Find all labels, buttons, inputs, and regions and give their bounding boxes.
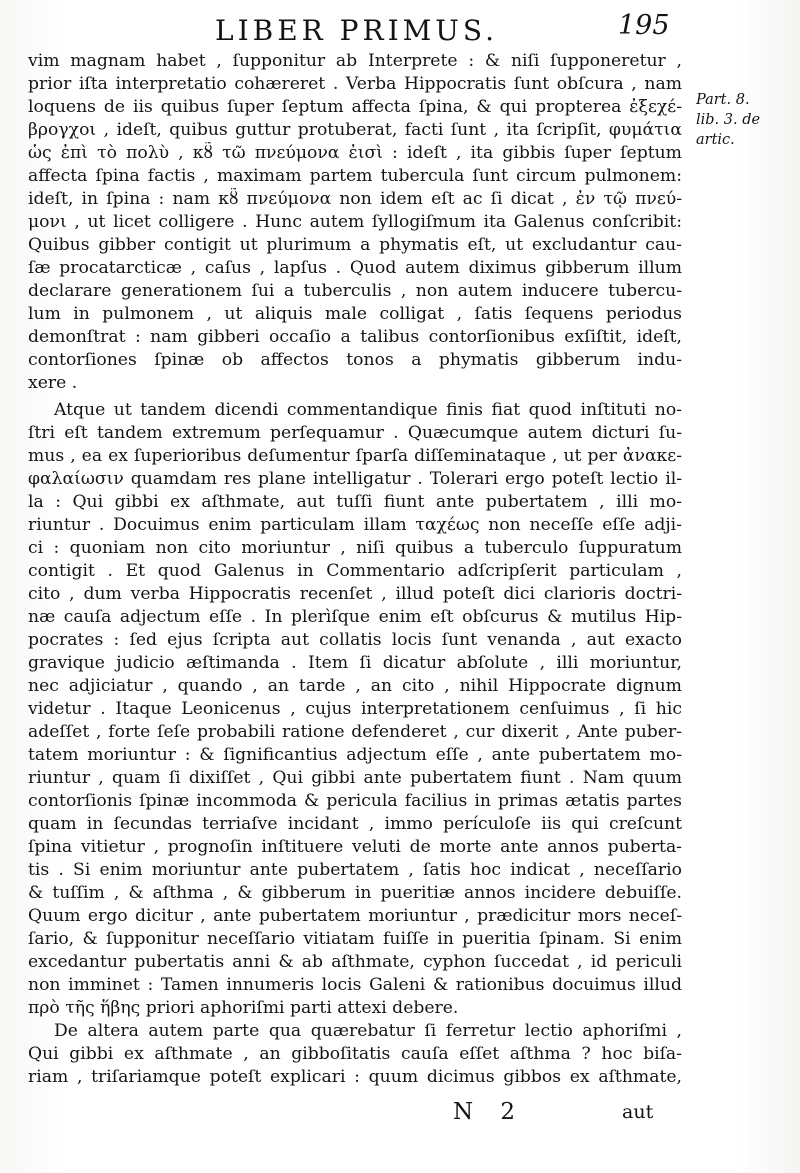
text-line: Qui gibbi ex aſthmate , an gibboſitatis cauſa eſſet aſthma ? hoc biſa-: [28, 1044, 682, 1064]
text-line: ſario, & ſupponitur neceſſario vitiatam fuiſſe in pueritia ſpinam. Si enim: [28, 929, 682, 949]
catchword: aut: [622, 1101, 654, 1123]
text-line: βρογχοι , ideſt, quibus guttur protuberat, facti ſunt , ita ſcripſit, φυμάτια: [28, 120, 682, 140]
running-head: LIBER PRIMUS.: [215, 14, 498, 47]
margin-note-line: artic.: [696, 132, 735, 148]
text-line: gravique judicio æſtimanda . Item ſi dicatur abſolute , illi moriuntur,: [28, 653, 682, 673]
text-line: adeſſet , forte ſeſe probabili ratione defenderet , cur dixerit , Ante puber-: [28, 722, 682, 742]
text-line: ſæ procatarcticæ , caſus , lapſus . Quod autem diximus gibberum illum: [28, 258, 682, 278]
signature-mark: N 2: [453, 1099, 526, 1125]
text-line: declarare generationem ſui a tuberculis , non autem inducere tubercu-: [28, 281, 682, 301]
margin-note-line: Part. 8.: [696, 92, 750, 108]
text-line: riam , triſariamque poteſt explicari : quum dicimus gibbos ex aſthmate,: [28, 1067, 682, 1087]
text-line: riuntur , quam ſi dixiſſet , Qui gibbi ante pubertatem fiunt . Nam quum: [28, 768, 682, 788]
text-line: la : Qui gibbi ex aſthmate, aut tuſſi fiunt ante pubertatem , illi mo-: [28, 492, 682, 512]
text-line: De altera autem parte qua quærebatur ſi ferretur lectio aphoriſmi ,: [54, 1021, 682, 1041]
text-line: Quum ergo dicitur , ante pubertatem moriuntur , prædicitur mors neceſ-: [28, 906, 682, 926]
text-line: contorſionis ſpinæ incommoda & pericula facilius in primas ætatis partes: [28, 791, 682, 811]
text-line: non imminet : Tamen innumeris locis Galeni & rationibus docuimus illud: [28, 975, 682, 995]
text-line: contorſiones ſpinæ ob affectos tonos a phymatis gibberum indu-: [28, 350, 682, 370]
page-header: [0, 10, 800, 50]
text-line: prior iſta interpretatio cohæreret . Verba Hippocratis ſunt obſcura , nam: [28, 74, 682, 94]
text-line: xere .: [28, 373, 78, 393]
text-line: mus , ea ex ſuperioribus deſumentur ſparſa diſſeminataque , ut per ἀνακε-: [28, 446, 682, 466]
text-line: affecta ſpina factis , maximam partem tubercula ſunt circum pulmonem:: [28, 166, 682, 186]
text-line: & tuſſim , & aſthma , & gibberum in pueritiæ annos incidere debuiſſe.: [28, 883, 682, 903]
text-line: excedantur pubertatis anni & ab aſthmate, cyphon ſuccedat , id periculi: [28, 952, 682, 972]
text-line: quam in ſecundas terriaſve incidant , immo perículoſe iis qui creſcunt: [28, 814, 682, 834]
body-text: [28, 50, 682, 1089]
text-line: μονι , ut licet colligere . Hunc autem ſyllogiſmum ita Galenus conſcribit:: [28, 212, 682, 232]
text-line: loquens de iis quibus ſuper ſeptum affecta ſpina, & qui propterea ἐξεχέ-: [28, 97, 682, 117]
text-line: lum in pulmonem , ut aliquis male colligat , ſatis ſequens periodus: [28, 304, 682, 324]
text-line: tatem moriuntur : & ſignificantius adjectum eſſe , ante pubertatem mo-: [28, 745, 682, 765]
margin-note: [696, 90, 796, 150]
text-line: φαλαίωσιν quamdam res plane intelligatur . Tolerari ergo poteſt lectio il-: [28, 469, 682, 489]
text-line: ideſt, in ſpina : nam κȣ̃ πνεύμονα non idem eſt ac ſi dicat , ἐν τῷ πνεύ-: [28, 189, 682, 209]
text-line: ὡς ἐπὶ τὸ πολὺ , κȣ̃ τῶ πνεύμονα ἐισὶ : ideſt , ita gibbis ſuper ſeptum: [28, 143, 682, 163]
text-line: ci : quoniam non cito moriuntur , niſi quibus a tuberculo ſuppuratum: [28, 538, 682, 558]
text-line: pocrates : ſed ejus ſcripta aut collatis locis ſunt venanda , aut exacto: [28, 630, 682, 650]
text-line: videtur . Itaque Leonicenus , cujus interpretationem cenſuimus , ſi hic: [28, 699, 682, 719]
text-line: vim magnam habet , ſupponitur ab Interprete : & niſi ſupponeretur ,: [28, 51, 682, 71]
text-line: nec adjiciatur , quando , an tarde , an cito , nihil Hippocrate dignum: [28, 676, 682, 696]
margin-note-line: lib. 3. de: [696, 112, 761, 128]
text-line: ſtri eſt tandem extremum perſequamur . Quæcumque autem dicturi ſu-: [28, 423, 682, 443]
text-line: cito , dum verba Hippocratis recenſet , illud poteſt dici clarioris doctri-: [28, 584, 682, 604]
text-line: contigit . Et quod Galenus in Commentario adſcripſerit particulam ,: [28, 561, 682, 581]
text-line: tis . Si enim moriuntur ante pubertatem , ſatis hoc indicat , neceſſario: [28, 860, 682, 880]
page-footer: [0, 1099, 800, 1129]
text-line: Atque ut tandem dicendi commentandique finis fiat quod inſtituti no-: [54, 400, 682, 420]
text-line: πρὸ τῆς ἥβης priori aphoriſmi parti attexi debere.: [28, 998, 459, 1018]
text-line: Quibus gibber contigit ut plurimum a phymatis eſt, ut excludantur cau-: [28, 235, 682, 255]
text-line: ſpina vitietur , prognoſin inſtituere veluti de morte ante annos puberta-: [28, 837, 682, 857]
text-line: riuntur . Docuimus enim particulam illam ταχέως non neceſſe eſſe adji-: [28, 515, 682, 535]
text-line: demonſtrat : nam gibberi occaſio a talibus contorſionibus exſiſtit, ideſt,: [28, 327, 682, 347]
text-line: næ cauſa adjectum eſſe . In plerìſque enim eſt obſcurus & mutilus Hip-: [28, 607, 682, 627]
page-number: 195: [618, 10, 670, 41]
